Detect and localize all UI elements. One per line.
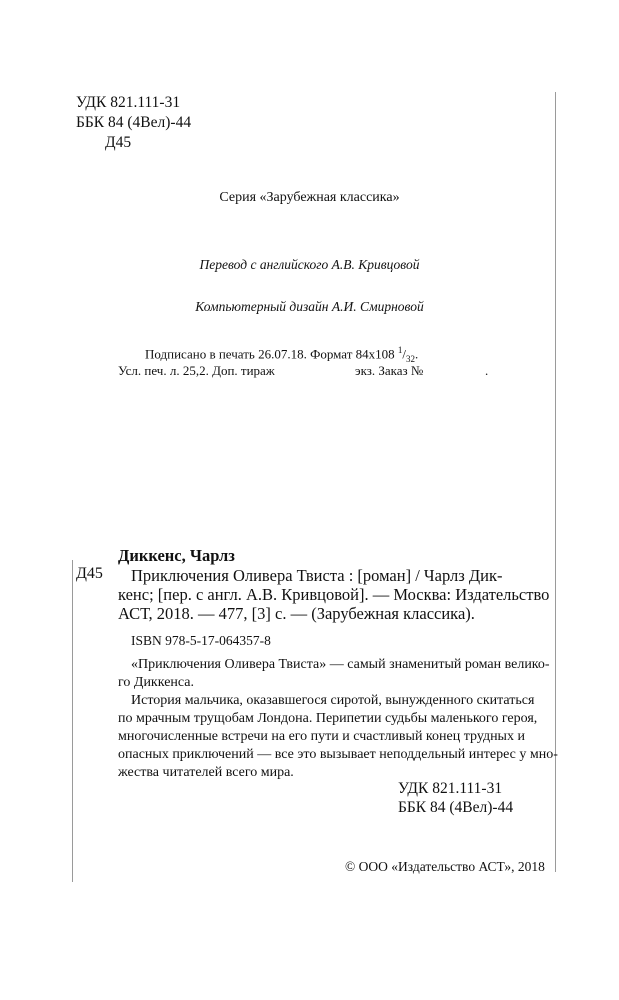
isbn: ISBN 978-5-17-064357-8: [131, 633, 271, 648]
bottom-udk-code: УДК 821.111-31: [398, 780, 503, 797]
imprint-line-1: Подписано в печать 26.07.18. Формат 84х108 $^1/_{32}$.: [145, 345, 419, 364]
imprint-line-2-end: .: [485, 363, 489, 378]
imprint-order-number: экз. Заказ №: [355, 363, 424, 378]
record-line-3: АСТ, 2018. — 477, [3] с. — (Зарубежная классика).: [118, 604, 475, 623]
annotation-line-2: го Диккенса.: [118, 675, 194, 690]
top-udk-code: УДК 821.111-31: [76, 94, 181, 111]
translation-credit: Перевод с английского А.В. Кривцовой: [199, 257, 420, 272]
annotation-line-7: жества читателей всего мира.: [118, 765, 294, 780]
format-fraction-denominator: 32: [406, 353, 416, 364]
annotation-line-3: История мальчика, оказавшегося сиротой, вынужденного скитаться: [131, 693, 535, 708]
design-credit: Компьютерный дизайн А.И. Смирновой: [195, 299, 424, 314]
format-fraction-numerator: 1: [397, 345, 403, 355]
record-author-mark: Д45: [76, 565, 103, 582]
left-margin-rule: [72, 560, 73, 882]
imprint-signed-format: Подписано в печать 26.07.18. Формат 84х108: [145, 346, 395, 362]
annotation-line-1: «Приключения Оливера Твиста» — самый знаменитый роман велико-: [131, 657, 550, 672]
annotation-line-5: многочисленные встречи на его пути и счастливый конец трудных и: [118, 729, 525, 744]
record-author: Диккенс, Чарлз: [118, 546, 235, 565]
imprint-print-sheets: Усл. печ. л. 25,2. Доп. тираж: [118, 363, 275, 378]
top-author-mark: Д45: [105, 134, 132, 151]
copyright: © ООО «Издательство АСТ», 2018: [345, 859, 545, 874]
top-bbk-code: ББК 84 (4Вел)-44: [76, 114, 192, 131]
annotation-line-6: опасных приключений — все это вызывает неподдельный интерес у мно-: [118, 747, 558, 762]
record-line-1: Приключения Оливера Твиста : [роман] / Чарлз Дик-: [131, 566, 503, 585]
record-line-2: кенс; [пер. с англ. А.В. Кривцовой]. — Москва: Издательство: [118, 585, 550, 604]
series-title: Серия «Зарубежная классика»: [219, 190, 400, 205]
bottom-bbk-code: ББК 84 (4Вел)-44: [398, 799, 514, 816]
annotation-line-4: по мрачным трущобам Лондона. Перипетии судьбы маленького героя,: [118, 711, 538, 726]
imprint-line-1-end: .: [415, 346, 419, 362]
